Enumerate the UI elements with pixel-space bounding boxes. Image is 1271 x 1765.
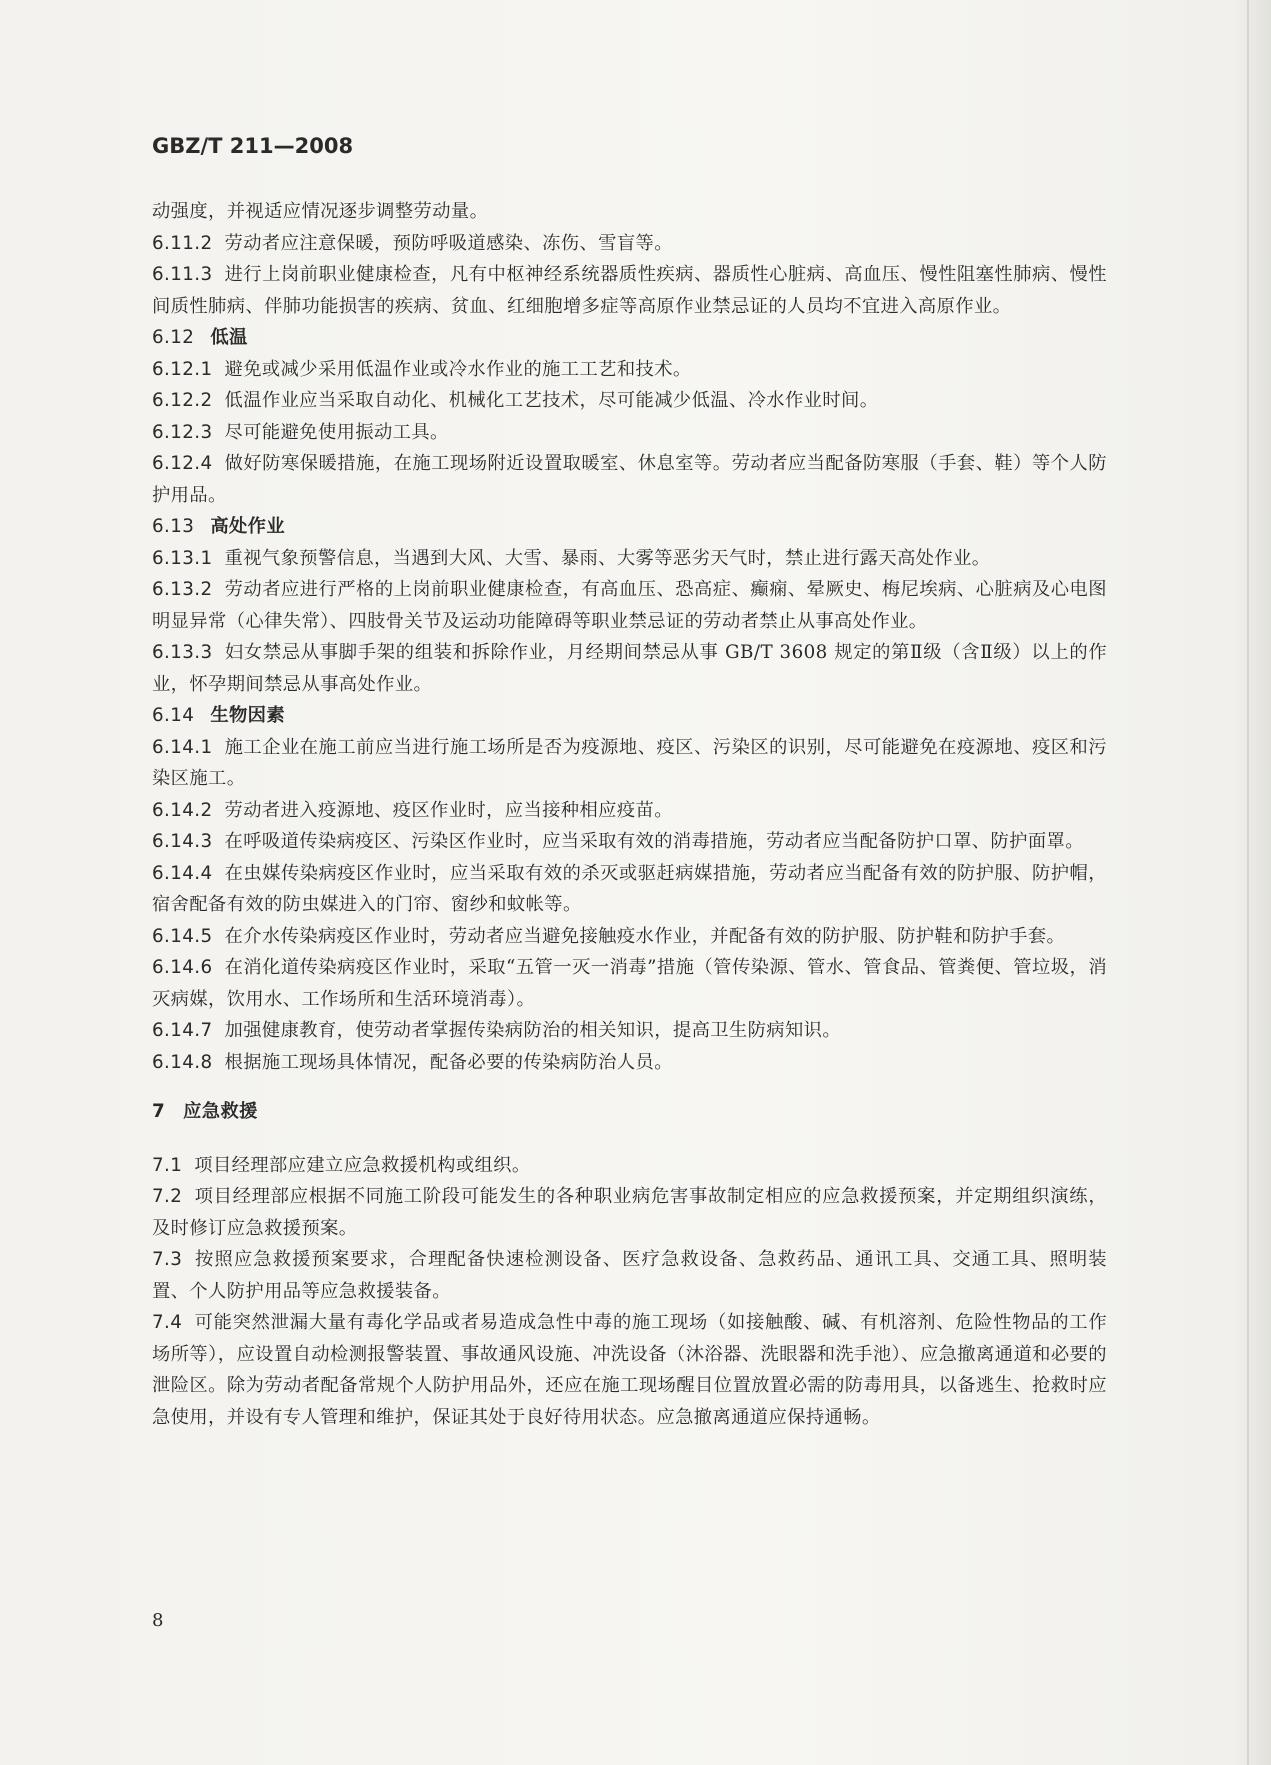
clause-number: 6.12.2 xyxy=(152,390,213,411)
document-body xyxy=(152,196,1107,1433)
standard-code: GBZ/T 211—2008 xyxy=(152,134,354,158)
clause-text: 加强健康教育，使劳动者掌握传染病防治的相关知识，提高卫生防病知识。 xyxy=(224,1020,842,1041)
clause-text: 在呼吸道传染病疫区、污染区作业时，应当采取有效的消毒措施，劳动者应当配备防护口罩、防护面罩。 xyxy=(224,831,1084,852)
clause-text: 按照应急救援预案要求，合理配备快速检测设备、医疗急救设备、急救药品、通讯工具、交通工具、照明装置、个人防护用品等应急救援装备。 xyxy=(152,1249,1107,1302)
chapter-heading xyxy=(152,1096,1107,1128)
clause-number: 6.14 xyxy=(152,705,195,726)
clause-number: 6.12 xyxy=(152,327,195,348)
clause-number: 6.14.4 xyxy=(152,862,213,884)
clause-paragraph xyxy=(152,795,1107,827)
clause-paragraph xyxy=(152,259,1107,322)
section-heading xyxy=(152,700,1107,732)
clause-text: 在介水传染病疫区作业时，劳动者应当避免接触疫水作业，并配备有效的防护服、防护鞋和防护手套。 xyxy=(224,925,1066,947)
clause-text: 应急救援 xyxy=(183,1101,258,1122)
clause-paragraph xyxy=(152,1307,1107,1433)
section-heading xyxy=(152,322,1107,354)
clause-text: 根据施工现场具体情况，配备必要的传染病防治人员。 xyxy=(224,1051,673,1073)
clause-number: 7 xyxy=(152,1101,166,1122)
clause-paragraph xyxy=(152,385,1107,417)
clause-number: 6.12.1 xyxy=(152,358,213,380)
clause-number: 6.14.8 xyxy=(152,1051,213,1073)
clause-text: 项目经理部应建立应急救援机构或组织。 xyxy=(194,1154,531,1176)
clause-text: 在虫媒传染病疫区作业时，应当采取有效的杀灭或驱赶病媒措施，劳动者应当配备有效的防护服、防护帽，宿舍配备有效的防虫媒进入的门帘、窗纱和蚊帐等。 xyxy=(152,862,1107,915)
clause-text: 做好防寒保暖措施，在施工现场附近设置取暖室、休息室等。劳动者应当配备防寒服（手套、鞋）等个人防护用品。 xyxy=(152,453,1107,506)
clause-paragraph xyxy=(152,826,1107,858)
clause-paragraph xyxy=(152,1047,1107,1079)
clause-paragraph xyxy=(152,732,1107,795)
section-heading xyxy=(152,511,1107,543)
clause-paragraph xyxy=(152,448,1107,511)
clause-number: 6.13.2 xyxy=(152,579,213,600)
clause-text: 劳动者应注意保暖，预防呼吸道感染、冻伤、雪盲等。 xyxy=(224,232,673,254)
clause-text: 劳动者应进行严格的上岗前职业健康检查，有高血压、恐高症、癫痫、晕厥史、梅尼埃病、心脏病及心电图明显异常（心律失常）、四肢骨关节及运动功能障碍等职业禁忌证的劳动者禁止从事高处作业。 xyxy=(152,579,1107,632)
clause-text: 重视气象预警信息，当遇到大风、大雪、暴雨、大雾等恶劣天气时，禁止进行露天高处作业。 xyxy=(224,547,991,569)
page-edge xyxy=(1247,0,1249,1765)
clause-paragraph xyxy=(152,417,1107,449)
clause-paragraph xyxy=(152,228,1107,260)
clause-text: 避免或减少采用低温作业或冷水作业的施工工艺和技术。 xyxy=(224,358,692,380)
clause-paragraph xyxy=(152,574,1107,637)
clause-paragraph xyxy=(152,1244,1107,1307)
clause-paragraph xyxy=(152,196,1107,228)
clause-paragraph xyxy=(152,637,1107,700)
clause-text: 妇女禁忌从事脚手架的组装和拆除作业，月经期间禁忌从事 GB/T 3608 规定的第Ⅱ级（含Ⅱ级）以上的作业，怀孕期间禁忌从事高处作业。 xyxy=(152,642,1107,695)
clause-text: 高处作业 xyxy=(210,516,286,537)
clause-number: 6.13.1 xyxy=(152,547,213,569)
clause-number: 6.13 xyxy=(152,516,195,537)
clause-text: 在消化道传染病疫区作业时，采取“五管一灭一消毒”措施（管传染源、管水、管食品、管粪便、管垃圾，消灭病媒，饮用水、工作场所和生活环境消毒）。 xyxy=(152,957,1107,1010)
clause-number: 6.14.7 xyxy=(152,1020,213,1041)
clause-text: 尽可能避免使用振动工具。 xyxy=(224,421,449,443)
clause-text: 动强度，并视适应情况逐步调整劳动量。 xyxy=(152,201,489,222)
clause-text: 进行上岗前职业健康检查，凡有中枢神经系统器质性疾病、器质性心脏病、高血压、慢性阻塞性肺病、慢性间质性肺病、伴肺功能损害的疾病、贫血、红细胞增多症等高原作业禁忌证的人员均不宜进入高原作业。 xyxy=(152,264,1107,317)
clause-text: 可能突然泄漏大量有毒化学品或者易造成急性中毒的施工现场（如接触酸、碱、有机溶剂、危险性物品的工作场所等），应设置自动检测报警装置、事故通风设施、冲洗设备（沐浴器、洗眼器和洗手池）、应急撤离通道和必要的泄险区。除为劳动者配备常规个人防护用品外，还应在施工现场醒目位置放置必需的防毒用具，以备逃生、抢救时应急使用，并设有专人管理和维护，保证其处于良好待用状态。应急撤离通道应保持通畅。 xyxy=(152,1312,1107,1428)
clause-paragraph xyxy=(152,1181,1107,1244)
clause-paragraph xyxy=(152,1015,1107,1047)
clause-number: 6.12.3 xyxy=(152,421,213,443)
clause-text: 低温 xyxy=(210,327,248,348)
clause-text: 生物因素 xyxy=(210,705,286,726)
clause-number: 6.11.2 xyxy=(152,232,213,254)
clause-number: 6.14.5 xyxy=(152,925,213,947)
clause-number: 7.3 xyxy=(152,1249,183,1270)
clause-paragraph xyxy=(152,354,1107,386)
clause-number: 6.14.1 xyxy=(152,736,213,758)
clause-paragraph xyxy=(152,1150,1107,1182)
clause-number: 6.14.6 xyxy=(152,957,213,978)
clause-text: 项目经理部应根据不同施工阶段可能发生的各种职业病危害事故制定相应的应急救援预案，并定期组织演练，及时修订应急救援预案。 xyxy=(152,1186,1107,1239)
clause-number: 7.4 xyxy=(152,1312,183,1333)
clause-paragraph xyxy=(152,921,1107,953)
clause-number: 6.14.3 xyxy=(152,831,213,852)
clause-paragraph xyxy=(152,543,1107,575)
clause-number: 7.1 xyxy=(152,1154,183,1176)
clause-number: 6.12.4 xyxy=(152,453,213,474)
clause-text: 低温作业应当采取自动化、机械化工艺技术，尽可能减少低温、冷水作业时间。 xyxy=(224,390,879,411)
page-number: 8 xyxy=(152,1610,164,1631)
clause-text: 施工企业在施工前应当进行施工场所是否为疫源地、疫区、污染区的识别，尽可能避免在疫源地、疫区和污染区施工。 xyxy=(152,736,1107,789)
clause-number: 6.13.3 xyxy=(152,642,213,663)
clause-paragraph xyxy=(152,952,1107,1015)
clause-number: 7.2 xyxy=(152,1186,183,1207)
clause-number: 6.11.3 xyxy=(152,264,213,285)
clause-paragraph xyxy=(152,858,1107,921)
clause-number: 6.14.2 xyxy=(152,799,213,821)
clause-text: 劳动者进入疫源地、疫区作业时，应当接种相应疫苗。 xyxy=(224,799,673,821)
